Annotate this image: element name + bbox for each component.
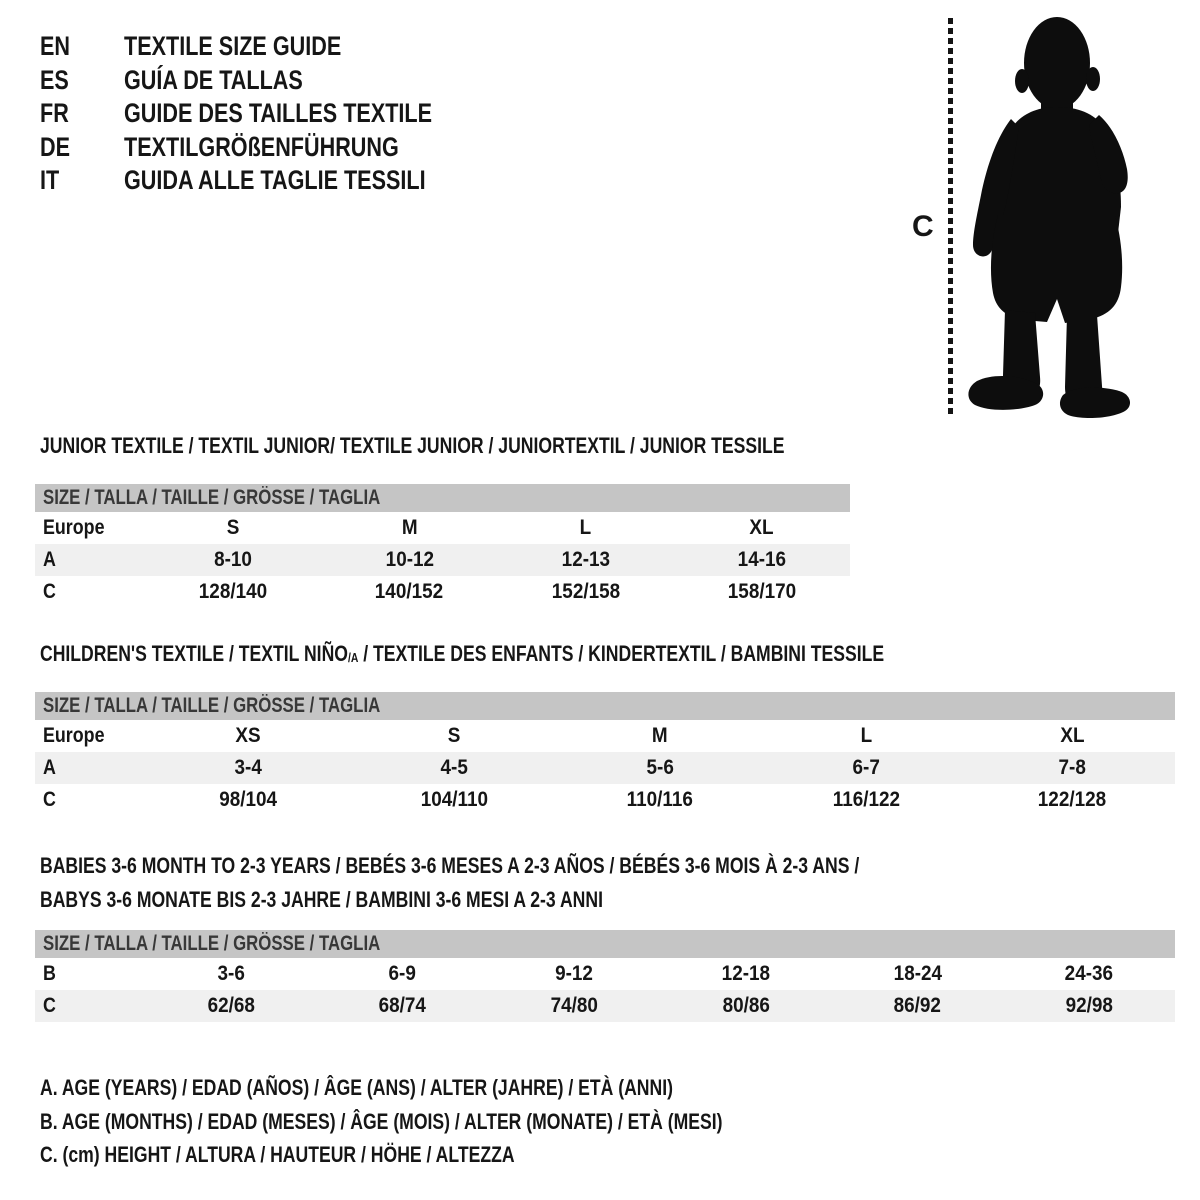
table-cell: 7-8	[1058, 756, 1086, 779]
table-cell: 98/104	[219, 788, 277, 811]
language-title-block	[40, 30, 509, 198]
table-cell: A	[43, 756, 56, 779]
table-row-sizes	[35, 720, 1175, 752]
table-cell: Europe	[43, 724, 105, 747]
table-cell: 80/86	[722, 994, 770, 1017]
table-row-a	[35, 752, 1175, 784]
table-cell: 128/140	[198, 580, 268, 603]
table-cell: 12-13	[561, 548, 610, 571]
table-cell: 3-4	[234, 756, 262, 779]
language-code: ES	[40, 64, 69, 95]
table-cell: 4-5	[440, 756, 468, 779]
table-cell: C	[43, 994, 56, 1017]
language-title: GUÍA DE TALLAS	[123, 64, 303, 95]
language-title: GUIDE DES TAILLES TEXTILE	[123, 98, 432, 128]
table-cell: S	[226, 516, 240, 539]
table-cell: L	[860, 724, 872, 747]
table-cell: C	[43, 580, 56, 603]
table-cell: 24-36	[1064, 962, 1114, 985]
babies-size-table	[35, 930, 1175, 1022]
table-cell: 74/80	[550, 994, 598, 1017]
legend-item-a: A. AGE (YEARS) / EDAD (AÑOS) / ÂGE (ANS) / ALTER (JAHRE) / ETÀ (ANNI)	[40, 1075, 673, 1100]
language-row-it	[40, 164, 509, 198]
table-row-c	[35, 576, 850, 608]
table-cell: 68/74	[378, 994, 427, 1017]
legend-item-c: C. (cm) HEIGHT / ALTURA / HAUTEUR / HÖHE / ALTEZZA	[40, 1142, 515, 1167]
table-row-c	[35, 784, 1175, 816]
table-row-sizes	[35, 512, 850, 544]
children-section-title: CHILDREN'S TEXTILE / TEXTIL NIÑO/A / TEXTILE DES ENFANTS / KINDERTEXTIL / BAMBINI TESSILE	[40, 641, 885, 666]
junior-size-table	[35, 484, 850, 608]
table-cell: Europe	[43, 516, 105, 539]
language-code: IT	[40, 165, 60, 195]
table-row-c	[35, 990, 1175, 1022]
nino-a-subscript: /A	[347, 650, 359, 665]
height-measure-label-c: C	[912, 210, 934, 243]
language-row-es	[40, 64, 509, 98]
language-code: DE	[40, 131, 71, 162]
junior-section-title: JUNIOR TEXTILE / TEXTIL JUNIOR/ TEXTILE JUNIOR / JUNIORTEXTIL / JUNIOR TESSILE	[40, 433, 785, 458]
table-cell: XS	[235, 724, 261, 747]
language-row-en	[40, 30, 509, 64]
table-cell: 3-6	[217, 962, 245, 985]
table-cell: 86/92	[893, 994, 942, 1017]
table-row-b	[35, 958, 1175, 990]
table-cell: 9-12	[555, 962, 594, 985]
language-title: TEXTILE SIZE GUIDE	[123, 31, 341, 61]
language-title: GUIDA ALLE TAGLIE TESSILI	[123, 165, 426, 195]
language-row-fr	[40, 97, 509, 131]
legend-item-b: B. AGE (MONTHS) / EDAD (MESES) / ÂGE (MOIS) / ALTER (MONATE) / ETÀ (MESI)	[40, 1108, 723, 1134]
language-row-de	[40, 131, 509, 165]
table-cell: 6-9	[388, 962, 417, 985]
table-cell: M	[652, 724, 668, 747]
table-cell: 110/116	[626, 788, 694, 811]
table-cell: 18-24	[893, 962, 942, 985]
language-code: FR	[40, 98, 69, 128]
table-cell: XL	[749, 516, 774, 539]
table-header-bar: SIZE / TALLA / TAILLE / GRÖSSE / TAGLIA	[35, 930, 1175, 958]
table-cell: 8-10	[214, 548, 253, 571]
table-cell: 5-6	[646, 756, 674, 779]
table-cell: C	[43, 788, 56, 811]
toddler-silhouette-icon	[963, 15, 1140, 421]
table-cell: 14-16	[737, 548, 787, 571]
table-cell: 10-12	[385, 548, 434, 571]
measurement-legend	[40, 1071, 893, 1172]
table-cell: 104/110	[420, 788, 488, 811]
babies-section-title: BABIES 3-6 MONTH TO 2-3 YEARS / BEBÉS 3-6 MESES A 2-3 AÑOS / BÉBÉS 3-6 MOIS À 2-3 ANS / BABYS 3-6 MONATE BIS 2-3 JAHRE / BAMBINI 3-6 MESI A 2-3 ANNI	[40, 853, 860, 912]
table-cell: 6-7	[852, 756, 880, 779]
table-cell: 62/68	[207, 994, 255, 1017]
table-cell: 116/122	[832, 788, 900, 811]
table-cell: 12-18	[721, 962, 771, 985]
table-cell: A	[43, 548, 56, 571]
table-cell: XL	[1059, 724, 1085, 747]
language-title: TEXTILGRÖßENFÜHRUNG	[123, 131, 399, 162]
table-cell: B	[43, 962, 56, 985]
language-code: EN	[40, 31, 71, 61]
table-cell: 122/128	[1037, 788, 1107, 811]
table-cell: 140/152	[375, 580, 444, 603]
table-cell: M	[401, 516, 418, 539]
table-cell: 92/98	[1065, 994, 1113, 1017]
table-cell: L	[579, 516, 592, 539]
table-header-bar: SIZE / TALLA / TAILLE / GRÖSSE / TAGLIA	[35, 484, 850, 512]
table-cell: S	[447, 724, 461, 747]
table-cell: 158/170	[727, 580, 797, 603]
table-cell: 152/158	[551, 580, 620, 603]
table-header-bar: SIZE / TALLA / TAILLE / GRÖSSE / TAGLIA	[35, 692, 1175, 720]
table-row-a	[35, 544, 850, 576]
children-size-table	[35, 692, 1175, 816]
height-dashed-line	[948, 18, 953, 416]
